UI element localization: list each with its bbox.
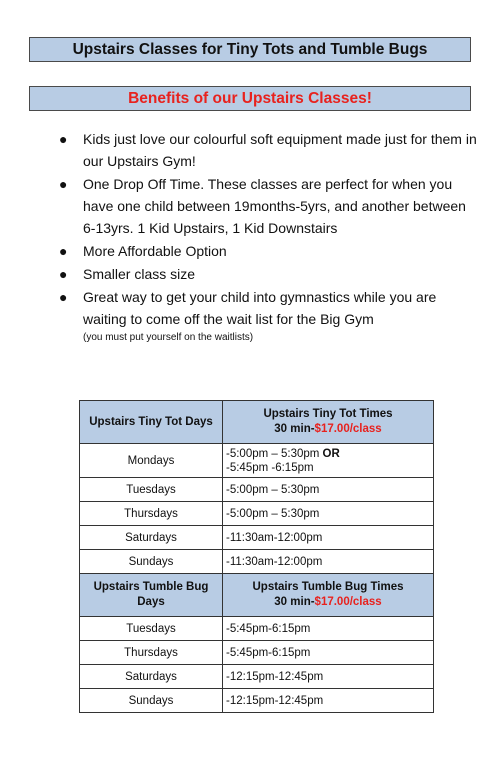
page-title: Upstairs Classes for Tiny Tots and Tumble Bugs bbox=[29, 37, 471, 62]
table-row: Sundays -12:15pm-12:45pm bbox=[80, 689, 434, 713]
waitlist-note: (you must put yourself on the waitlists) bbox=[83, 332, 254, 343]
bullet-icon: ● bbox=[59, 131, 68, 147]
bullet-icon: ● bbox=[59, 289, 68, 305]
schedule-table bbox=[79, 400, 434, 713]
table-row: Thursdays -5:45pm-6:15pm bbox=[80, 641, 434, 665]
list-item: ● Great way to get your child into gymnastics while you are waiting to come off the wait list for the Big Gym (you must put yourself on the waitlists) bbox=[58, 286, 478, 346]
tiny-tot-times-header: Upstairs Tiny Tot Times 30 min-$17.00/class bbox=[223, 401, 434, 444]
bullet-icon: ● bbox=[59, 243, 68, 259]
list-item: ● One Drop Off Time. These classes are perfect for when you have one child between 19months-5yrs, and another between 6-13yrs. 1 Kid Upstairs, 1 Kid Downstairs bbox=[58, 173, 478, 239]
table-row: Tuesdays -5:45pm-6:15pm bbox=[80, 617, 434, 641]
bullet-icon: ● bbox=[59, 266, 68, 282]
list-item: ● More Affordable Option bbox=[58, 240, 478, 262]
table-header-row bbox=[80, 574, 434, 617]
table-row: Saturdays -11:30am-12:00pm bbox=[80, 526, 434, 550]
tiny-tot-days-header: Upstairs Tiny Tot Days bbox=[80, 401, 223, 444]
table-row: Saturdays -12:15pm-12:45pm bbox=[80, 665, 434, 689]
list-item: ● Kids just love our colourful soft equipment made just for them in our Upstairs Gym! bbox=[58, 128, 478, 172]
table-row: Mondays -5:00pm – 5:30pm OR -5:45pm -6:15pm bbox=[80, 444, 434, 478]
benefits-heading: Benefits of our Upstairs Classes! bbox=[29, 86, 471, 111]
tumble-bug-days-header: Upstairs Tumble Bug Days bbox=[80, 574, 223, 617]
table-row: Sundays -11:30am-12:00pm bbox=[80, 550, 434, 574]
table-row: Tuesdays -5:00pm – 5:30pm bbox=[80, 478, 434, 502]
table-header-row bbox=[80, 401, 434, 444]
tumble-bug-times-header: Upstairs Tumble Bug Times 30 min-$17.00/class bbox=[223, 574, 434, 617]
list-item: ● Smaller class size bbox=[58, 263, 478, 285]
benefits-list bbox=[58, 128, 478, 347]
table-row: Thursdays -5:00pm – 5:30pm bbox=[80, 502, 434, 526]
price: $17.00/class bbox=[314, 596, 382, 608]
price: $17.00/class bbox=[314, 423, 382, 435]
bullet-icon: ● bbox=[59, 176, 68, 192]
